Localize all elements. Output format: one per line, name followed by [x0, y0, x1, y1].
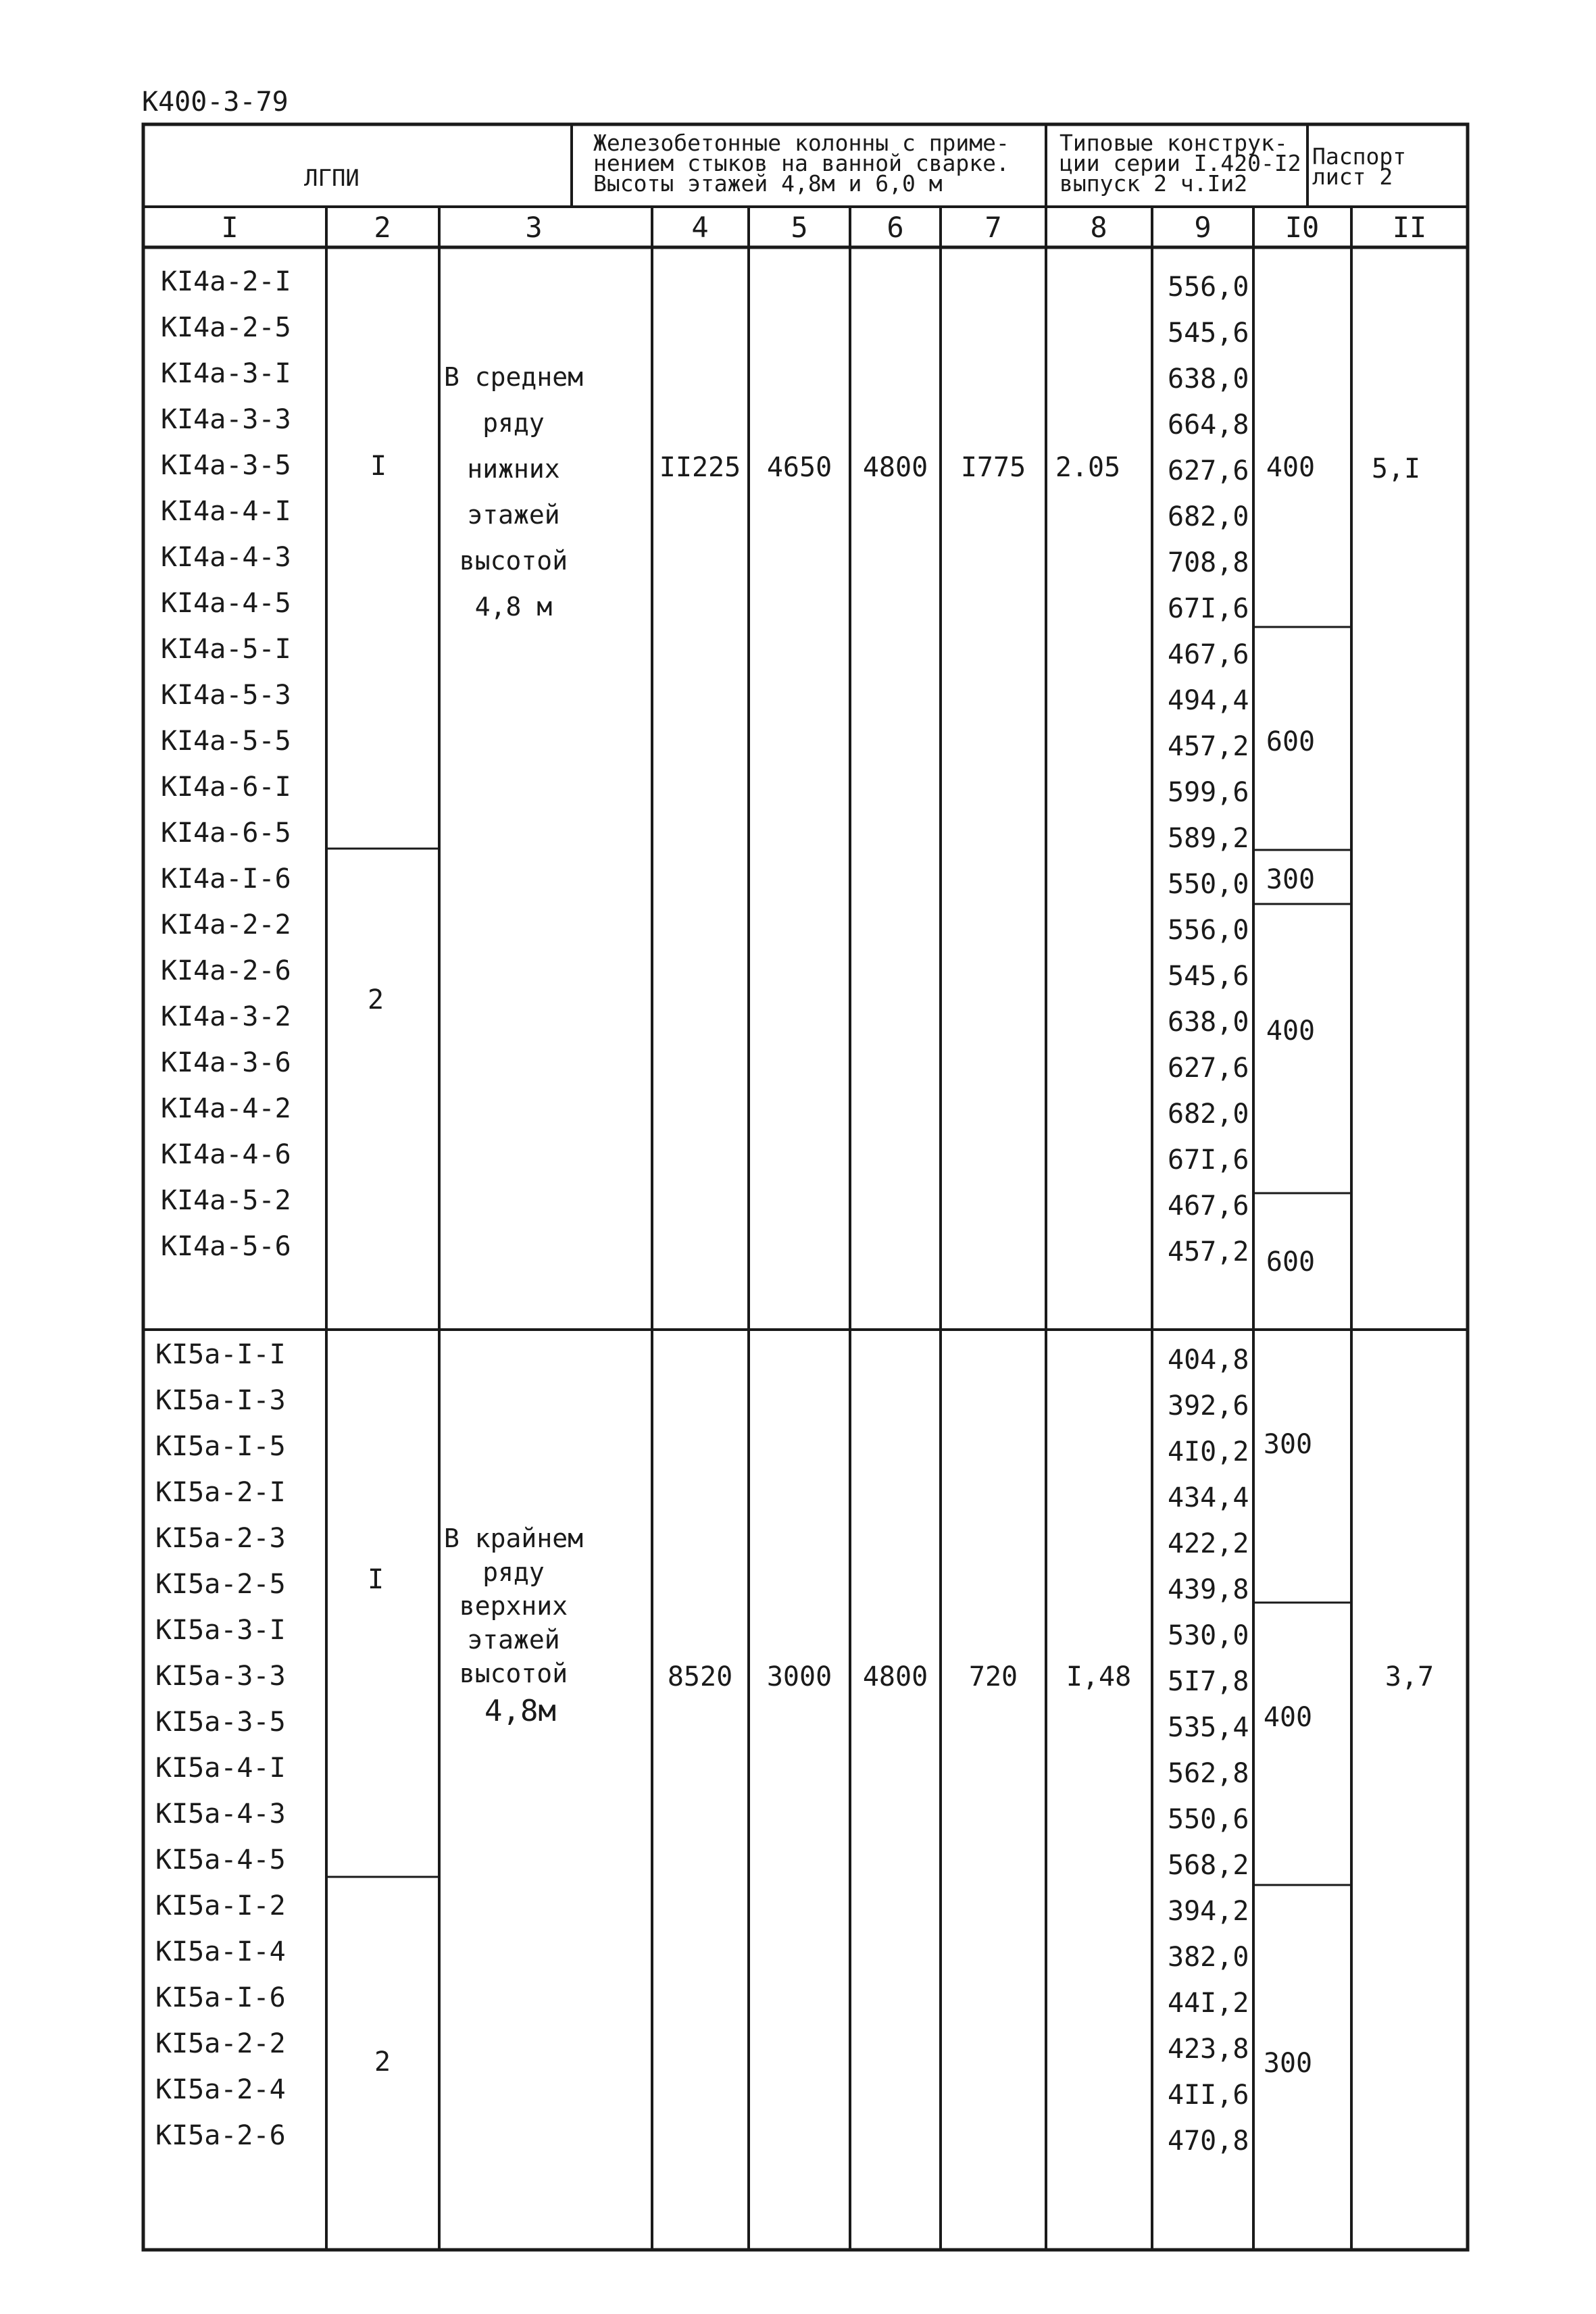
- row-mark: КI5а-I-4: [155, 1936, 286, 1967]
- row-value-col9: 682,0: [1168, 1099, 1249, 1130]
- row-mark: КI5а-2-4: [155, 2074, 286, 2105]
- row-value-col9: 470,8: [1168, 2126, 1249, 2157]
- row-value-col9: 664,8: [1168, 409, 1249, 441]
- row-mark: КI4а-2-2: [161, 909, 291, 940]
- row-mark: КI4а-5-I: [161, 634, 291, 665]
- row-value-col9: 457,2: [1168, 731, 1249, 762]
- s1-col5: 4650: [766, 452, 832, 483]
- s1-col3-line-1: В среднем: [444, 362, 583, 392]
- row-value-col9: 562,8: [1168, 1758, 1249, 1789]
- passport-label: Паспорт: [1312, 143, 1407, 170]
- col-number-6: 6: [887, 211, 904, 244]
- row-value-col9: 627,6: [1168, 455, 1249, 486]
- row-mark: КI4а-4-I: [161, 496, 291, 527]
- s1-col3-line-5: высотой: [459, 546, 568, 576]
- row-mark: КI4а-4-5: [161, 588, 291, 619]
- row-value-col9: 568,2: [1168, 1850, 1249, 1881]
- row-mark: КI5а-2-3: [155, 1523, 286, 1554]
- row-value-col9: 392,6: [1168, 1390, 1249, 1422]
- row-value-col9: 545,6: [1168, 961, 1249, 992]
- row-value-col9: 67I,6: [1168, 593, 1249, 624]
- s1-col7: I775: [960, 452, 1026, 483]
- row-mark: КI4а-2-I: [161, 266, 291, 297]
- row-value-col9: 4I0,2: [1168, 1436, 1249, 1467]
- row-mark: КI4а-3-2: [161, 1001, 291, 1032]
- row-value-col9: 545,6: [1168, 318, 1249, 349]
- row-mark: КI4а-4-2: [161, 1093, 291, 1124]
- row-mark: КI4а-3-I: [161, 358, 291, 389]
- row-value-col9: 5I7,8: [1168, 1666, 1249, 1697]
- row-mark: КI5а-I-5: [155, 1431, 286, 1462]
- row-value-col9: 467,6: [1168, 639, 1249, 670]
- row-value-col9: 556,0: [1168, 272, 1249, 303]
- row-value-col9: 535,4: [1168, 1712, 1249, 1743]
- row-mark: КI5а-I-I: [155, 1339, 286, 1370]
- col-number-3: 3: [525, 211, 543, 244]
- row-mark: КI4а-2-6: [161, 955, 291, 986]
- col-number-8: 8: [1090, 211, 1107, 244]
- row-mark: КI4а-5-3: [161, 680, 291, 711]
- s1-col10-value-4: 400: [1266, 1015, 1316, 1047]
- s1-col2-group-2: 2: [367, 984, 384, 1015]
- s2-col2-group-1: I: [367, 1564, 384, 1595]
- row-value-col9: 550,6: [1168, 1804, 1249, 1835]
- s2-col10-value-3: 300: [1263, 2048, 1313, 2079]
- col-number-9: 9: [1194, 211, 1212, 244]
- title-line-2: нением стыков на ванной сварке.: [593, 150, 1009, 176]
- row-value-col9: 682,0: [1168, 501, 1249, 532]
- row-mark: КI4а-I-6: [161, 863, 291, 895]
- series-line-2: ции серии I.420-I2: [1059, 150, 1301, 176]
- row-mark: КI5а-4-I: [155, 1753, 286, 1784]
- row-mark: КI5а-2-I: [155, 1477, 286, 1508]
- s2-col4: 8520: [667, 1661, 733, 1692]
- row-mark: КI5а-2-6: [155, 2120, 286, 2151]
- row-value-col9: 439,8: [1168, 1574, 1249, 1605]
- col-number-4: 4: [691, 211, 709, 244]
- row-mark: КI4а-6-I: [161, 772, 291, 803]
- s2-col2-group-2: 2: [374, 2046, 391, 2078]
- row-value-col9: 422,2: [1168, 1528, 1249, 1559]
- s1-col10-value-5: 600: [1266, 1247, 1316, 1278]
- s2-col8: I,48: [1066, 1661, 1132, 1692]
- row-mark: КI4а-4-6: [161, 1139, 291, 1170]
- row-mark: КI5а-3-I: [155, 1615, 286, 1646]
- s2-col6: 4800: [862, 1661, 928, 1692]
- s1-col3-line-6: 4,8 м: [474, 592, 553, 622]
- s2-col3-line-5: высотой: [459, 1659, 568, 1688]
- s2-col3-line-4: этажей: [467, 1625, 560, 1655]
- row-mark: КI5а-I-6: [155, 1982, 286, 2013]
- series-line-1: Типовые конструк-: [1059, 130, 1288, 156]
- s1-col10-value-2: 600: [1266, 726, 1316, 757]
- row-value-col9: 556,0: [1168, 915, 1249, 946]
- row-mark: КI5а-2-5: [155, 1569, 286, 1600]
- s1-col3-line-3: нижних: [467, 454, 560, 484]
- s1-col6: 4800: [862, 452, 928, 483]
- row-value-col9: 530,0: [1168, 1620, 1249, 1651]
- row-mark: КI5а-4-3: [155, 1799, 286, 1830]
- org-name: ЛГПИ: [304, 165, 359, 192]
- s1-col11: 5,I: [1371, 453, 1421, 484]
- row-mark: КI5а-4-5: [155, 1844, 286, 1876]
- row-value-col9: 457,2: [1168, 1236, 1249, 1267]
- col-number-7: 7: [984, 211, 1002, 244]
- row-value-col9: 599,6: [1168, 777, 1249, 808]
- col-number-1: I: [221, 211, 239, 244]
- row-value-col9: 627,6: [1168, 1053, 1249, 1084]
- s1-col10-value-1: 400: [1266, 452, 1316, 483]
- row-value-col9: 589,2: [1168, 823, 1249, 854]
- title-line-3: Высоты этажей 4,8м и 6,0 м: [593, 170, 943, 197]
- series-line-3: выпуск 2 ч.Iи2: [1059, 170, 1248, 197]
- col-number-2: 2: [374, 211, 391, 244]
- row-value-col9: 44I,2: [1168, 1988, 1249, 2019]
- title-line-1: Железобетонные колонны с приме-: [593, 130, 1009, 156]
- row-mark: КI4а-5-5: [161, 726, 291, 757]
- row-value-col9: 382,0: [1168, 1942, 1249, 1973]
- row-mark: КI4а-4-3: [161, 542, 291, 573]
- row-mark: КI4а-3-3: [161, 404, 291, 435]
- s2-col3-line-6: 4,8м: [484, 1694, 556, 1728]
- row-mark: КI5а-2-2: [155, 2028, 286, 2059]
- s1-col8: 2.05: [1055, 452, 1121, 483]
- s1-col4: II225: [659, 452, 741, 483]
- s2-col10-value-2: 400: [1263, 1702, 1313, 1733]
- row-mark: КI5а-I-3: [155, 1385, 286, 1416]
- row-value-col9: 67I,6: [1168, 1145, 1249, 1176]
- s1-col10-value-3: 300: [1266, 864, 1316, 895]
- row-mark: КI4а-3-5: [161, 450, 291, 481]
- col-number-5: 5: [791, 211, 808, 244]
- s1-col3-line-4: этажей: [467, 500, 560, 530]
- row-value-col9: 394,2: [1168, 1896, 1249, 1927]
- s1-col2-group-1: I: [370, 451, 387, 482]
- s1-col3-line-2: ряду: [482, 408, 545, 438]
- col-number-11: II: [1392, 211, 1427, 244]
- col-number-10: I0: [1285, 211, 1320, 244]
- row-value-col9: 708,8: [1168, 547, 1249, 578]
- sheet-number: лист 2: [1312, 164, 1393, 190]
- s2-col3-line-3: верхних: [459, 1591, 568, 1621]
- row-value-col9: 494,4: [1168, 685, 1249, 716]
- row-value-col9: 638,0: [1168, 363, 1249, 395]
- row-mark: КI5а-3-3: [155, 1661, 286, 1692]
- s2-col10-value-1: 300: [1263, 1429, 1313, 1460]
- s2-col11: 3,7: [1385, 1661, 1435, 1692]
- row-mark: КI4а-5-2: [161, 1185, 291, 1216]
- row-mark: КI4а-6-5: [161, 818, 291, 849]
- row-value-col9: 638,0: [1168, 1007, 1249, 1038]
- row-mark: КI4а-3-6: [161, 1047, 291, 1078]
- s2-col7: 720: [968, 1661, 1018, 1692]
- s2-col3-line-2: ряду: [482, 1557, 545, 1587]
- row-mark: КI5а-I-2: [155, 1890, 286, 1921]
- s2-col5: 3000: [766, 1661, 832, 1692]
- s2-col3-line-1: В крайнем: [444, 1524, 583, 1553]
- document-code: К400-3-79: [142, 86, 289, 118]
- row-value-col9: 4II,6: [1168, 2080, 1249, 2111]
- row-mark: КI4а-2-5: [161, 312, 291, 343]
- row-mark: КI4а-5-6: [161, 1231, 291, 1262]
- row-mark: КI5а-3-5: [155, 1707, 286, 1738]
- row-value-col9: 434,4: [1168, 1482, 1249, 1513]
- row-value-col9: 467,6: [1168, 1190, 1249, 1222]
- row-value-col9: 550,0: [1168, 869, 1249, 900]
- row-value-col9: 423,8: [1168, 2034, 1249, 2065]
- row-value-col9: 404,8: [1168, 1344, 1249, 1376]
